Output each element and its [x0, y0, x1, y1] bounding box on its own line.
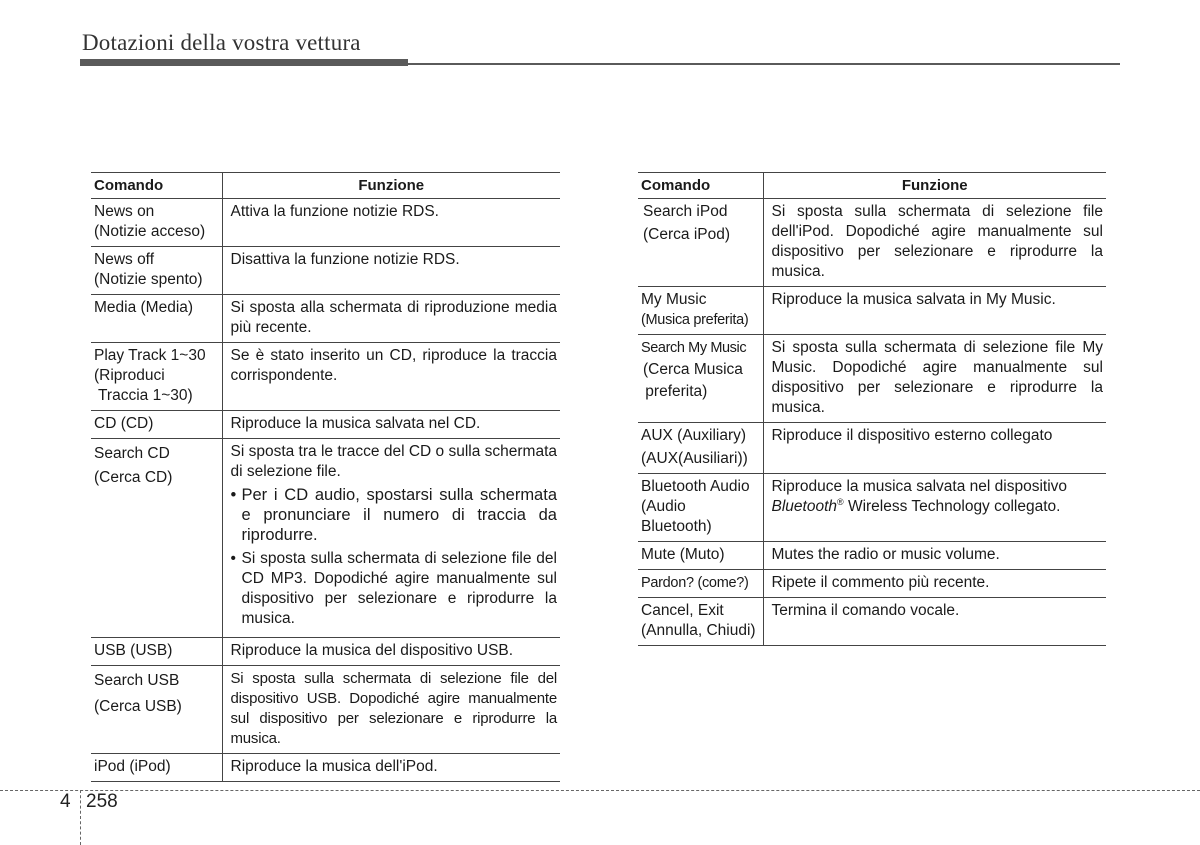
- footer-vertical-dashed-rule: [80, 790, 81, 845]
- function-cell: Se è stato inserito un CD, riproduce la traccia corrispondente.: [222, 343, 560, 411]
- command-cell: [638, 335, 763, 423]
- table-row: [91, 411, 560, 439]
- table-row: [638, 570, 1106, 598]
- footer-dashed-rule: [0, 790, 1200, 791]
- command-cell: [638, 423, 763, 474]
- header-rule-thick: [80, 59, 408, 66]
- header-rule-thin: [408, 63, 1120, 65]
- page-header-title: Dotazioni della vostra vettura: [82, 30, 361, 55]
- table-row: [91, 754, 560, 782]
- function-cell: Si sposta alla schermata di riproduzione media più recente.: [222, 295, 560, 343]
- command-cell: [91, 247, 222, 295]
- command-text: Cancel, Exit: [641, 602, 724, 619]
- function-cell: Riproduce la musica dell'iPod.: [222, 754, 560, 782]
- command-cell: [638, 287, 763, 335]
- left-command-table: [91, 172, 560, 782]
- command-cell: [638, 570, 763, 598]
- table-row: [91, 638, 560, 666]
- function-cell: Si sposta sulla schermata di selezione file dell'iPod. Dopodiché agire manualmente sul dispositivo per selezionare e riprodurre la musica.: [763, 199, 1106, 287]
- function-cell: [763, 474, 1106, 542]
- command-text: (Notizie spento): [94, 271, 203, 288]
- command-text: (Audio Bluetooth): [641, 498, 712, 535]
- command-text: preferita): [641, 383, 708, 400]
- command-text: (Cerca Musica: [643, 361, 743, 378]
- function-cell: Disattiva la funzione notizie RDS.: [222, 247, 560, 295]
- table-row: [638, 542, 1106, 570]
- function-cell: Termina il comando vocale.: [763, 598, 1106, 646]
- table-row: [91, 247, 560, 295]
- function-cell: [222, 439, 560, 638]
- command-text: Pardon? (come?): [641, 575, 749, 591]
- table-header-row: [91, 173, 560, 199]
- command-text: (Annulla, Chiudi): [641, 622, 756, 639]
- column-header-function: Funzione: [763, 173, 1106, 199]
- function-cell: Riproduce la musica salvata nel CD.: [222, 411, 560, 439]
- table-row: [91, 295, 560, 343]
- command-text: My Music: [641, 291, 707, 308]
- function-cell: Riproduce la musica salvata in My Music.: [763, 287, 1106, 335]
- table-row: [638, 598, 1106, 646]
- command-cell: [91, 439, 222, 638]
- bluetooth-trademark-text: Bluetooth: [771, 498, 837, 515]
- command-text: Search USB: [94, 672, 180, 689]
- command-text: (Notizie acceso): [94, 223, 206, 240]
- command-cell: [91, 295, 222, 343]
- chapter-number: 4: [60, 791, 71, 812]
- command-text: iPod (iPod): [94, 758, 171, 775]
- command-cell: [638, 542, 763, 570]
- command-text: Search My Music: [641, 340, 747, 356]
- command-text: AUX (Auxiliary): [641, 427, 747, 444]
- command-text: (Cerca iPod): [643, 226, 730, 243]
- table-row: [638, 199, 1106, 287]
- table-row: [638, 335, 1106, 423]
- command-text: (Cerca CD): [94, 469, 173, 486]
- table-row: [91, 439, 560, 638]
- command-text: Search iPod: [643, 203, 728, 220]
- function-bullet: • Per i CD audio, spostarsi sulla schermata e pronunciare il numero di traccia da riprodurre.: [231, 485, 558, 545]
- right-command-table: [638, 172, 1106, 646]
- function-cell: Si sposta sulla schermata di selezione file My Music. Dopodiché agire manualmente sul dispositivo per selezionare e riprodurre la musica.: [763, 335, 1106, 423]
- command-text: (AUX(Ausiliari)): [641, 450, 748, 467]
- function-bullet: • Si sposta sulla schermata di selezione file del CD MP3. Dopodiché agire manualmente sul dispositivo per selezionare e riprodurre la musica.: [231, 549, 558, 629]
- command-text: Mute (Muto): [641, 546, 725, 563]
- command-text: Search CD: [94, 445, 170, 462]
- command-text: (Musica preferita): [641, 312, 749, 328]
- function-cell: Riproduce il dispositivo esterno collegato: [763, 423, 1106, 474]
- function-cell: Si sposta sulla schermata di selezione file del dispositivo USB. Dopodiché agire manualmente sul dispositivo per selezionare e riprodurre la musica.: [222, 666, 560, 754]
- command-text: (Riproduci: [94, 367, 165, 384]
- command-text: Traccia 1~30): [94, 387, 193, 404]
- command-cell: [91, 666, 222, 754]
- function-text-tail: Wireless Technology collegato.: [843, 498, 1061, 515]
- command-text: CD (CD): [94, 415, 154, 432]
- command-text: News off: [94, 251, 155, 268]
- command-text: (Cerca USB): [94, 698, 182, 715]
- table-row: [638, 423, 1106, 474]
- table-row: [91, 666, 560, 754]
- table-row: [638, 474, 1106, 542]
- column-header-function: Funzione: [222, 173, 560, 199]
- command-cell: [91, 199, 222, 247]
- column-header-command: Comando: [638, 173, 763, 199]
- command-text: USB (USB): [94, 642, 173, 659]
- command-text: News on: [94, 203, 155, 220]
- table-row: [91, 199, 560, 247]
- registered-mark: ®: [837, 496, 844, 507]
- command-text: Bluetooth Audio: [641, 478, 750, 495]
- command-cell: [91, 754, 222, 782]
- command-cell: [91, 343, 222, 411]
- table-header-row: [638, 173, 1106, 199]
- command-cell: [638, 598, 763, 646]
- page-number: 258: [86, 791, 118, 812]
- command-cell: [638, 474, 763, 542]
- function-cell: Riproduce la musica del dispositivo USB.: [222, 638, 560, 666]
- command-cell: [91, 638, 222, 666]
- command-cell: [91, 411, 222, 439]
- function-bullet-list: [231, 485, 558, 629]
- function-text: Si sposta tra le tracce del CD o sulla schermata di selezione file.: [230, 443, 557, 480]
- column-header-command: Comando: [91, 173, 222, 199]
- function-cell: Attiva la funzione notizie RDS.: [222, 199, 560, 247]
- function-cell: Ripete il commento più recente.: [763, 570, 1106, 598]
- function-text: Riproduce la musica salvata nel dispositivo: [771, 478, 1068, 495]
- table-row: [91, 343, 560, 411]
- command-text: Media (Media): [94, 299, 194, 316]
- function-cell: Mutes the radio or music volume.: [763, 542, 1106, 570]
- table-row: [638, 287, 1106, 335]
- command-text: Play Track 1~30: [94, 347, 206, 364]
- command-cell: [638, 199, 763, 287]
